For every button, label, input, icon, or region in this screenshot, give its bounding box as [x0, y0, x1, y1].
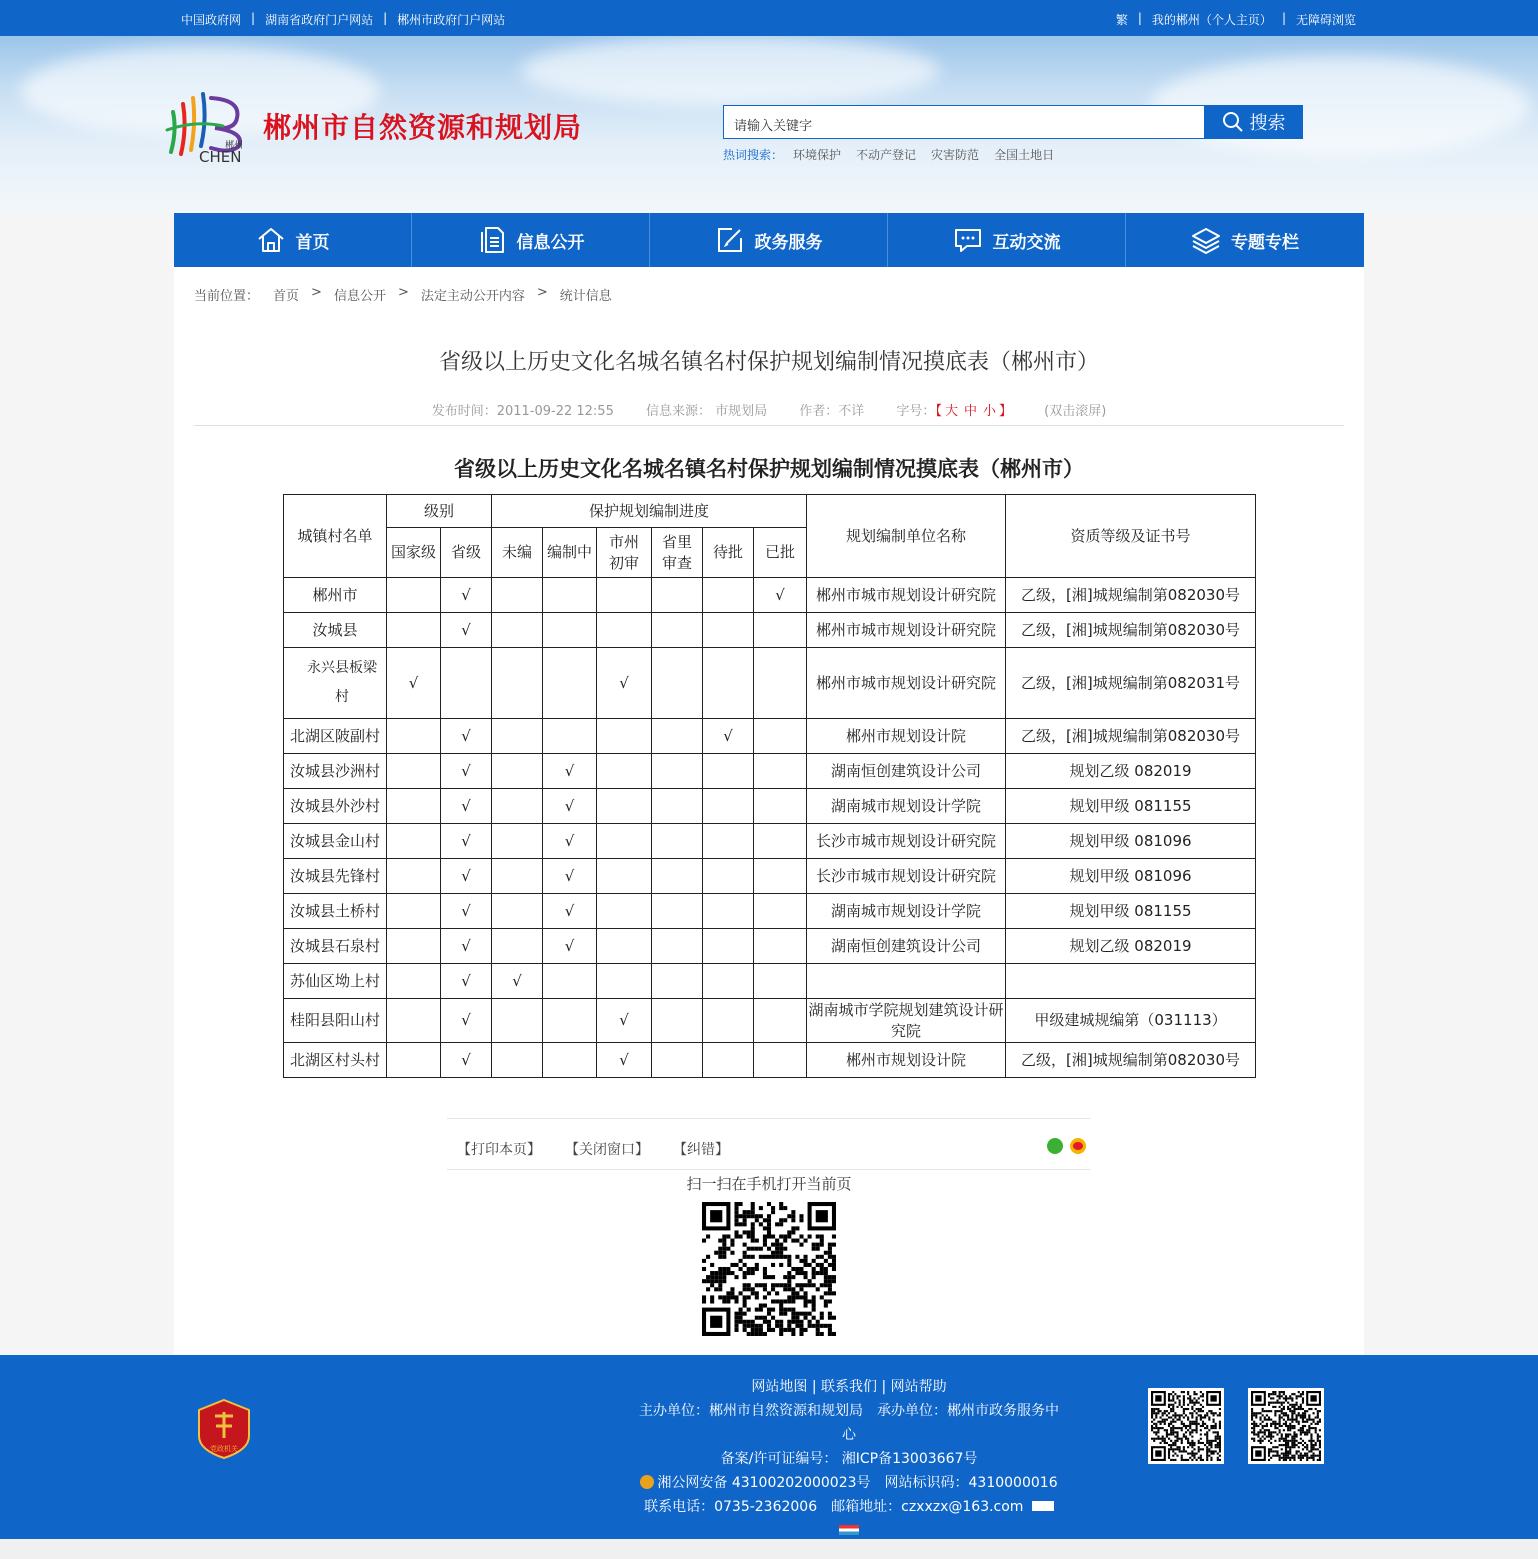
cell-cert: 乙级，[湘]城规编制第082030号	[1006, 719, 1256, 754]
cell-check	[387, 824, 441, 859]
nav-item-interaction[interactable]	[888, 213, 1126, 267]
cell-unit: 湖南恒创建筑设计公司	[807, 929, 1006, 964]
nav-label: 专题专栏	[1231, 232, 1299, 253]
cell-cert: 甲级建城规编第（031113）	[1006, 999, 1256, 1043]
cell-unit: 郴州市规划设计院	[807, 1043, 1006, 1078]
table-row	[284, 578, 1256, 613]
header-cell: 国家级	[387, 528, 441, 578]
cell-check	[492, 754, 543, 789]
search-icon	[1222, 111, 1244, 133]
top-links-left	[181, 11, 505, 28]
cell-check: √	[441, 999, 492, 1043]
footer-links	[636, 1375, 1062, 1399]
cell-check: √	[441, 894, 492, 929]
cell-town-name: 北湖区村头村	[284, 1043, 387, 1078]
link-accessibility[interactable]: 无障碍浏览	[1295, 13, 1356, 27]
cell-check	[387, 964, 441, 999]
wechat-share-icon[interactable]	[1047, 1138, 1063, 1154]
footer-icp[interactable]: 备案/许可证编号： 湘ICP备13003667号	[720, 1451, 978, 1467]
hot-word[interactable]: 环境保护	[793, 148, 842, 162]
cell-check	[754, 859, 807, 894]
font-bracket-open: 【	[935, 404, 942, 419]
chen-logo-icon[interactable]	[165, 90, 251, 166]
home-icon	[256, 225, 286, 255]
search-button-label: 搜索	[1249, 113, 1286, 134]
header-cell: 待批	[703, 528, 754, 578]
cell-unit: 长沙市城市规划设计研究院	[807, 859, 1006, 894]
table-row	[284, 1043, 1256, 1078]
cell-check	[597, 824, 652, 859]
cell-unit: 湖南城市规划设计学院	[807, 894, 1006, 929]
cell-check	[652, 754, 703, 789]
cell-town-name: 汝城县土桥村	[284, 894, 387, 929]
cell-check: √	[754, 578, 807, 613]
cell-check	[492, 894, 543, 929]
cell-cert: 规划甲级 081155	[1006, 789, 1256, 824]
cell-check	[597, 789, 652, 824]
layers-icon	[1191, 225, 1221, 255]
cell-cert: 规划乙级 082019	[1006, 929, 1256, 964]
link-chenzhou-portal[interactable]: 郴州市政府门户网站	[397, 13, 506, 27]
page-qr-code-icon	[702, 1202, 836, 1336]
breadcrumb-home[interactable]: 首页	[273, 289, 300, 304]
header-cell: 城镇村名单	[284, 495, 387, 578]
cell-check: √	[543, 824, 597, 859]
cell-check: √	[543, 754, 597, 789]
document-icon	[477, 225, 507, 255]
cell-check: √	[441, 859, 492, 894]
article-meta	[174, 400, 1364, 419]
cell-check	[703, 999, 754, 1043]
cell-check	[754, 824, 807, 859]
cell-check	[597, 964, 652, 999]
search-button[interactable]	[1204, 105, 1303, 139]
cell-check	[754, 789, 807, 824]
top-sep: |	[1137, 11, 1142, 25]
cell-check	[543, 719, 597, 754]
header-cell: 资质等级及证书号	[1006, 495, 1256, 578]
bottom-strip	[0, 1539, 1538, 1559]
search-input[interactable]: 请输入关键字	[723, 105, 1205, 139]
cell-check	[492, 929, 543, 964]
table-title: 省级以上历史文化名城名镇名村保护规划编制情况摸底表（郴州市）	[454, 456, 1084, 481]
cell-check	[597, 894, 652, 929]
cell-check: √	[441, 964, 492, 999]
cell-check	[492, 578, 543, 613]
footer-host: 主办单位：郴州市自然资源和规划局 承办单位：郴州市政务服务中心	[639, 1403, 1059, 1443]
font-size-big[interactable]: 大	[944, 404, 958, 419]
cell-cert: 规划甲级 081096	[1006, 859, 1256, 894]
footer-qr-code-2	[1248, 1388, 1324, 1464]
cell-check	[652, 964, 703, 999]
link-my-chenzhou[interactable]: 我的郴州（个人主页）	[1151, 13, 1272, 27]
header-cell: 已批	[754, 528, 807, 578]
cell-check: √	[597, 999, 652, 1043]
breadcrumb-sep: >	[536, 285, 548, 300]
cell-check	[492, 999, 543, 1043]
cell-check	[543, 578, 597, 613]
stat-flag-icon[interactable]	[839, 1525, 859, 1535]
report-error-button[interactable]: 【纠错】	[673, 1142, 729, 1158]
cell-unit: 湖南城市学院规划建筑设计研究院	[807, 999, 1006, 1043]
cell-check	[652, 1043, 703, 1078]
cell-check	[387, 894, 441, 929]
footer-qr-code-1	[1148, 1388, 1224, 1464]
header-cell: 规划编制单位名称	[807, 495, 1006, 578]
cell-check: √	[543, 894, 597, 929]
scan-tip: 扫一扫在手机打开当前页	[686, 1175, 852, 1193]
divider	[194, 425, 1344, 426]
cell-check	[597, 859, 652, 894]
hot-words-label: 热词搜索：	[723, 148, 784, 162]
cell-cert: 规划甲级 081096	[1006, 824, 1256, 859]
cell-check	[492, 859, 543, 894]
cell-check	[652, 824, 703, 859]
cell-check: √	[441, 1043, 492, 1078]
cell-check	[492, 613, 543, 648]
cell-check	[597, 929, 652, 964]
cell-unit: 湖南恒创建筑设计公司	[807, 754, 1006, 789]
footer-sep: |	[811, 1379, 817, 1395]
cell-check	[387, 929, 441, 964]
cell-unit: 郴州市规划设计院	[807, 719, 1006, 754]
cell-unit	[807, 964, 1006, 999]
weibo-share-icon[interactable]	[1070, 1138, 1086, 1154]
cell-unit: 湖南城市规划设计学院	[807, 789, 1006, 824]
cell-check	[754, 1043, 807, 1078]
cell-town-name: 汝城县沙洲村	[284, 754, 387, 789]
cell-check	[754, 929, 807, 964]
cell-town-name: 桂阳县阳山村	[284, 999, 387, 1043]
cell-town-name: 永兴县板梁村	[284, 648, 387, 719]
cell-check	[387, 789, 441, 824]
cell-check	[387, 578, 441, 613]
cell-town-name: 北湖区陂副村	[284, 719, 387, 754]
font-size-label: 字号：	[896, 404, 936, 419]
top-bar	[0, 0, 1538, 36]
cell-check	[543, 964, 597, 999]
cell-check	[543, 1043, 597, 1078]
cell-check: √	[441, 613, 492, 648]
top-sep: |	[1281, 11, 1286, 25]
cell-check: √	[441, 789, 492, 824]
link-traditional[interactable]: 繁	[1115, 13, 1128, 27]
qr-code-icon	[1251, 1391, 1321, 1461]
cell-check	[387, 613, 441, 648]
author: 作者：不详	[799, 404, 865, 419]
table-row	[284, 648, 1256, 719]
cell-cert: 乙级，[湘]城规编制第082030号	[1006, 1043, 1256, 1078]
table-row	[284, 754, 1256, 789]
publish-time: 发布时间：2011-09-22 12:55	[431, 404, 614, 419]
close-window-button[interactable]: 【关闭窗口】	[565, 1142, 649, 1158]
cell-check: √	[441, 578, 492, 613]
cell-check: √	[492, 964, 543, 999]
cell-check: √	[543, 929, 597, 964]
cell-check: √	[441, 929, 492, 964]
cell-check	[597, 578, 652, 613]
cell-check	[703, 578, 754, 613]
breadcrumb-sep: >	[397, 285, 409, 300]
cell-check	[652, 648, 703, 719]
content-area	[174, 267, 1364, 1355]
cell-cert: 乙级，[湘]城规编制第082031号	[1006, 648, 1256, 719]
cell-unit: 郴州市城市规划设计研究院	[807, 613, 1006, 648]
footer-police	[636, 1471, 1062, 1495]
nav-label: 信息公开	[516, 232, 585, 253]
footer-sitemap-link[interactable]: 网站地图	[751, 1379, 808, 1395]
footer-contact-text: 联系电话：0735-2362006 邮箱地址：czxxzx@163.com	[644, 1499, 1024, 1515]
chat-icon	[953, 225, 983, 255]
header-cell: 省级	[441, 528, 492, 578]
cell-unit: 长沙市城市规划设计研究院	[807, 824, 1006, 859]
police-emblem-icon	[640, 1475, 654, 1489]
cell-check	[703, 929, 754, 964]
footer-sep: |	[881, 1379, 887, 1395]
font-size-medium[interactable]: 中	[963, 404, 977, 419]
hot-word[interactable]: 不动产登记	[856, 148, 917, 162]
cell-check	[543, 648, 597, 719]
header-cell: 级别	[387, 495, 492, 528]
cell-check: √	[597, 1043, 652, 1078]
edit-icon	[715, 225, 745, 255]
cell-check	[652, 613, 703, 648]
cell-town-name: 汝城县先锋村	[284, 859, 387, 894]
table-header-row	[284, 495, 1256, 528]
cell-check	[597, 754, 652, 789]
cell-check	[754, 613, 807, 648]
cell-town-name: 苏仙区坳上村	[284, 964, 387, 999]
cell-cert: 规划甲级 081155	[1006, 894, 1256, 929]
font-bracket-close: 】	[999, 404, 1013, 419]
dblclick-scroll[interactable]: (双击滚屏)	[1044, 404, 1107, 419]
cell-check	[387, 999, 441, 1043]
cell-check	[652, 999, 703, 1043]
cell-town-name: 汝城县金山村	[284, 824, 387, 859]
footer-contact-link[interactable]: 联系我们	[821, 1379, 877, 1395]
logo-small-text: 郴州	[225, 141, 244, 151]
nav-item-info-public[interactable]	[412, 213, 650, 267]
breadcrumb-statistics[interactable]: 统计信息	[559, 289, 612, 304]
footer	[0, 1355, 1538, 1539]
site-title[interactable]: 郴州市自然资源和规划局	[263, 111, 583, 144]
link-gov-cn[interactable]: 中国政府网	[181, 13, 242, 27]
table-row	[284, 929, 1256, 964]
header-cell: 编制中	[543, 528, 597, 578]
cell-check	[387, 859, 441, 894]
cell-cert: 乙级，[湘]城规编制第082030号	[1006, 578, 1256, 613]
cell-check: √	[703, 719, 754, 754]
cell-check	[754, 754, 807, 789]
cell-town-name: 汝城县石泉村	[284, 929, 387, 964]
cell-check: √	[387, 648, 441, 719]
top-sep: |	[383, 11, 388, 25]
breadcrumb-info-public[interactable]: 信息公开	[333, 289, 386, 304]
nav-item-gov-service[interactable]	[650, 213, 888, 267]
cell-check	[703, 859, 754, 894]
font-size-control	[896, 404, 1012, 419]
cell-check	[754, 719, 807, 754]
cell-check: √	[543, 789, 597, 824]
cell-check	[492, 719, 543, 754]
page-tools	[447, 1118, 1090, 1170]
cloud-decoration	[520, 36, 940, 106]
header-cell: 省里审查	[652, 528, 703, 578]
cell-cert: 规划乙级 082019	[1006, 754, 1256, 789]
cell-check	[492, 648, 543, 719]
header-cell: 未编	[492, 528, 543, 578]
party-gov-badge-icon[interactable]	[197, 1398, 251, 1460]
cell-check	[703, 894, 754, 929]
nav-item-special[interactable]	[1126, 213, 1364, 267]
logo-big-text: CHEN	[199, 148, 242, 166]
print-page-button[interactable]: 【打印本页】	[457, 1142, 541, 1158]
cell-town-name: 汝城县	[284, 613, 387, 648]
cell-check	[387, 1043, 441, 1078]
cell-check	[754, 999, 807, 1043]
cell-check	[703, 1043, 754, 1078]
cell-check	[703, 754, 754, 789]
footer-contact	[636, 1495, 1062, 1543]
article-title: 省级以上历史文化名城名镇名村保护规划编制情况摸底表（郴州市）	[438, 350, 1099, 375]
qr-code-icon	[1151, 1391, 1221, 1461]
badge-text: 党政机关	[210, 1445, 238, 1453]
survey-table	[283, 494, 1256, 1078]
cell-check	[703, 648, 754, 719]
cell-town-name: 郴州市	[284, 578, 387, 613]
hot-word[interactable]: 全国土地日	[994, 148, 1055, 162]
cell-check	[652, 719, 703, 754]
cell-check: √	[543, 859, 597, 894]
table-row	[284, 789, 1256, 824]
cell-check	[703, 964, 754, 999]
cell-town-name: 汝城县外沙村	[284, 789, 387, 824]
cell-check	[652, 929, 703, 964]
cell-check	[652, 894, 703, 929]
cell-check: √	[441, 754, 492, 789]
breadcrumb-label: 当前位置：	[194, 289, 260, 304]
top-sep: |	[251, 11, 256, 25]
cell-check	[543, 999, 597, 1043]
cnzz-stat-icon[interactable]	[1032, 1501, 1054, 1511]
footer-help-link[interactable]: 网站帮助	[890, 1379, 947, 1395]
main-nav	[174, 213, 1364, 267]
cell-check	[387, 754, 441, 789]
font-size-small[interactable]: 小	[982, 404, 996, 419]
breadcrumb-legal-content[interactable]: 法定主动公开内容	[420, 289, 525, 304]
cell-check: √	[441, 719, 492, 754]
nav-label: 政务服务	[754, 232, 823, 253]
cell-unit: 郴州市城市规划设计研究院	[807, 578, 1006, 613]
table-row	[284, 859, 1256, 894]
cell-unit: 郴州市城市规划设计研究院	[807, 648, 1006, 719]
cell-check	[703, 789, 754, 824]
header-cell: 保护规划编制进度	[492, 495, 807, 528]
cell-check	[652, 789, 703, 824]
cell-check	[441, 648, 492, 719]
cell-check	[652, 578, 703, 613]
breadcrumb-sep: >	[311, 285, 322, 300]
cell-check	[703, 613, 754, 648]
cell-check	[492, 789, 543, 824]
nav-item-home[interactable]	[174, 213, 412, 267]
info-source: 信息来源： 市规划局	[645, 404, 768, 419]
table-row	[284, 824, 1256, 859]
cell-check	[387, 719, 441, 754]
cell-check: √	[441, 824, 492, 859]
cell-check	[492, 1043, 543, 1078]
table-row	[284, 999, 1256, 1043]
cell-cert	[1006, 964, 1256, 999]
header-cell: 市州初审	[597, 528, 652, 578]
hot-word[interactable]: 灾害防范	[931, 148, 980, 162]
footer-police-text[interactable]: 湘公网安备 43100202000023号 网站标识码：4310000016	[657, 1475, 1058, 1491]
table-row	[284, 894, 1256, 929]
cell-check	[754, 894, 807, 929]
link-hunan-portal[interactable]: 湖南省政府门户网站	[265, 13, 374, 27]
cell-check	[597, 613, 652, 648]
breadcrumb	[194, 285, 612, 304]
cell-check: √	[597, 648, 652, 719]
cell-check	[703, 824, 754, 859]
top-links-right	[1116, 11, 1356, 28]
cell-cert: 乙级，[湘]城规编制第082030号	[1006, 613, 1256, 648]
table-row	[284, 613, 1256, 648]
nav-label: 首页	[295, 232, 330, 253]
cell-check	[652, 859, 703, 894]
cell-check	[492, 824, 543, 859]
cell-check	[754, 648, 807, 719]
hot-words	[723, 146, 1069, 163]
cell-check	[597, 719, 652, 754]
header-banner	[0, 36, 1538, 213]
table-row	[284, 719, 1256, 754]
cell-check	[754, 964, 807, 999]
nav-label: 互动交流	[992, 232, 1061, 253]
cell-check	[543, 613, 597, 648]
table-row	[284, 964, 1256, 999]
